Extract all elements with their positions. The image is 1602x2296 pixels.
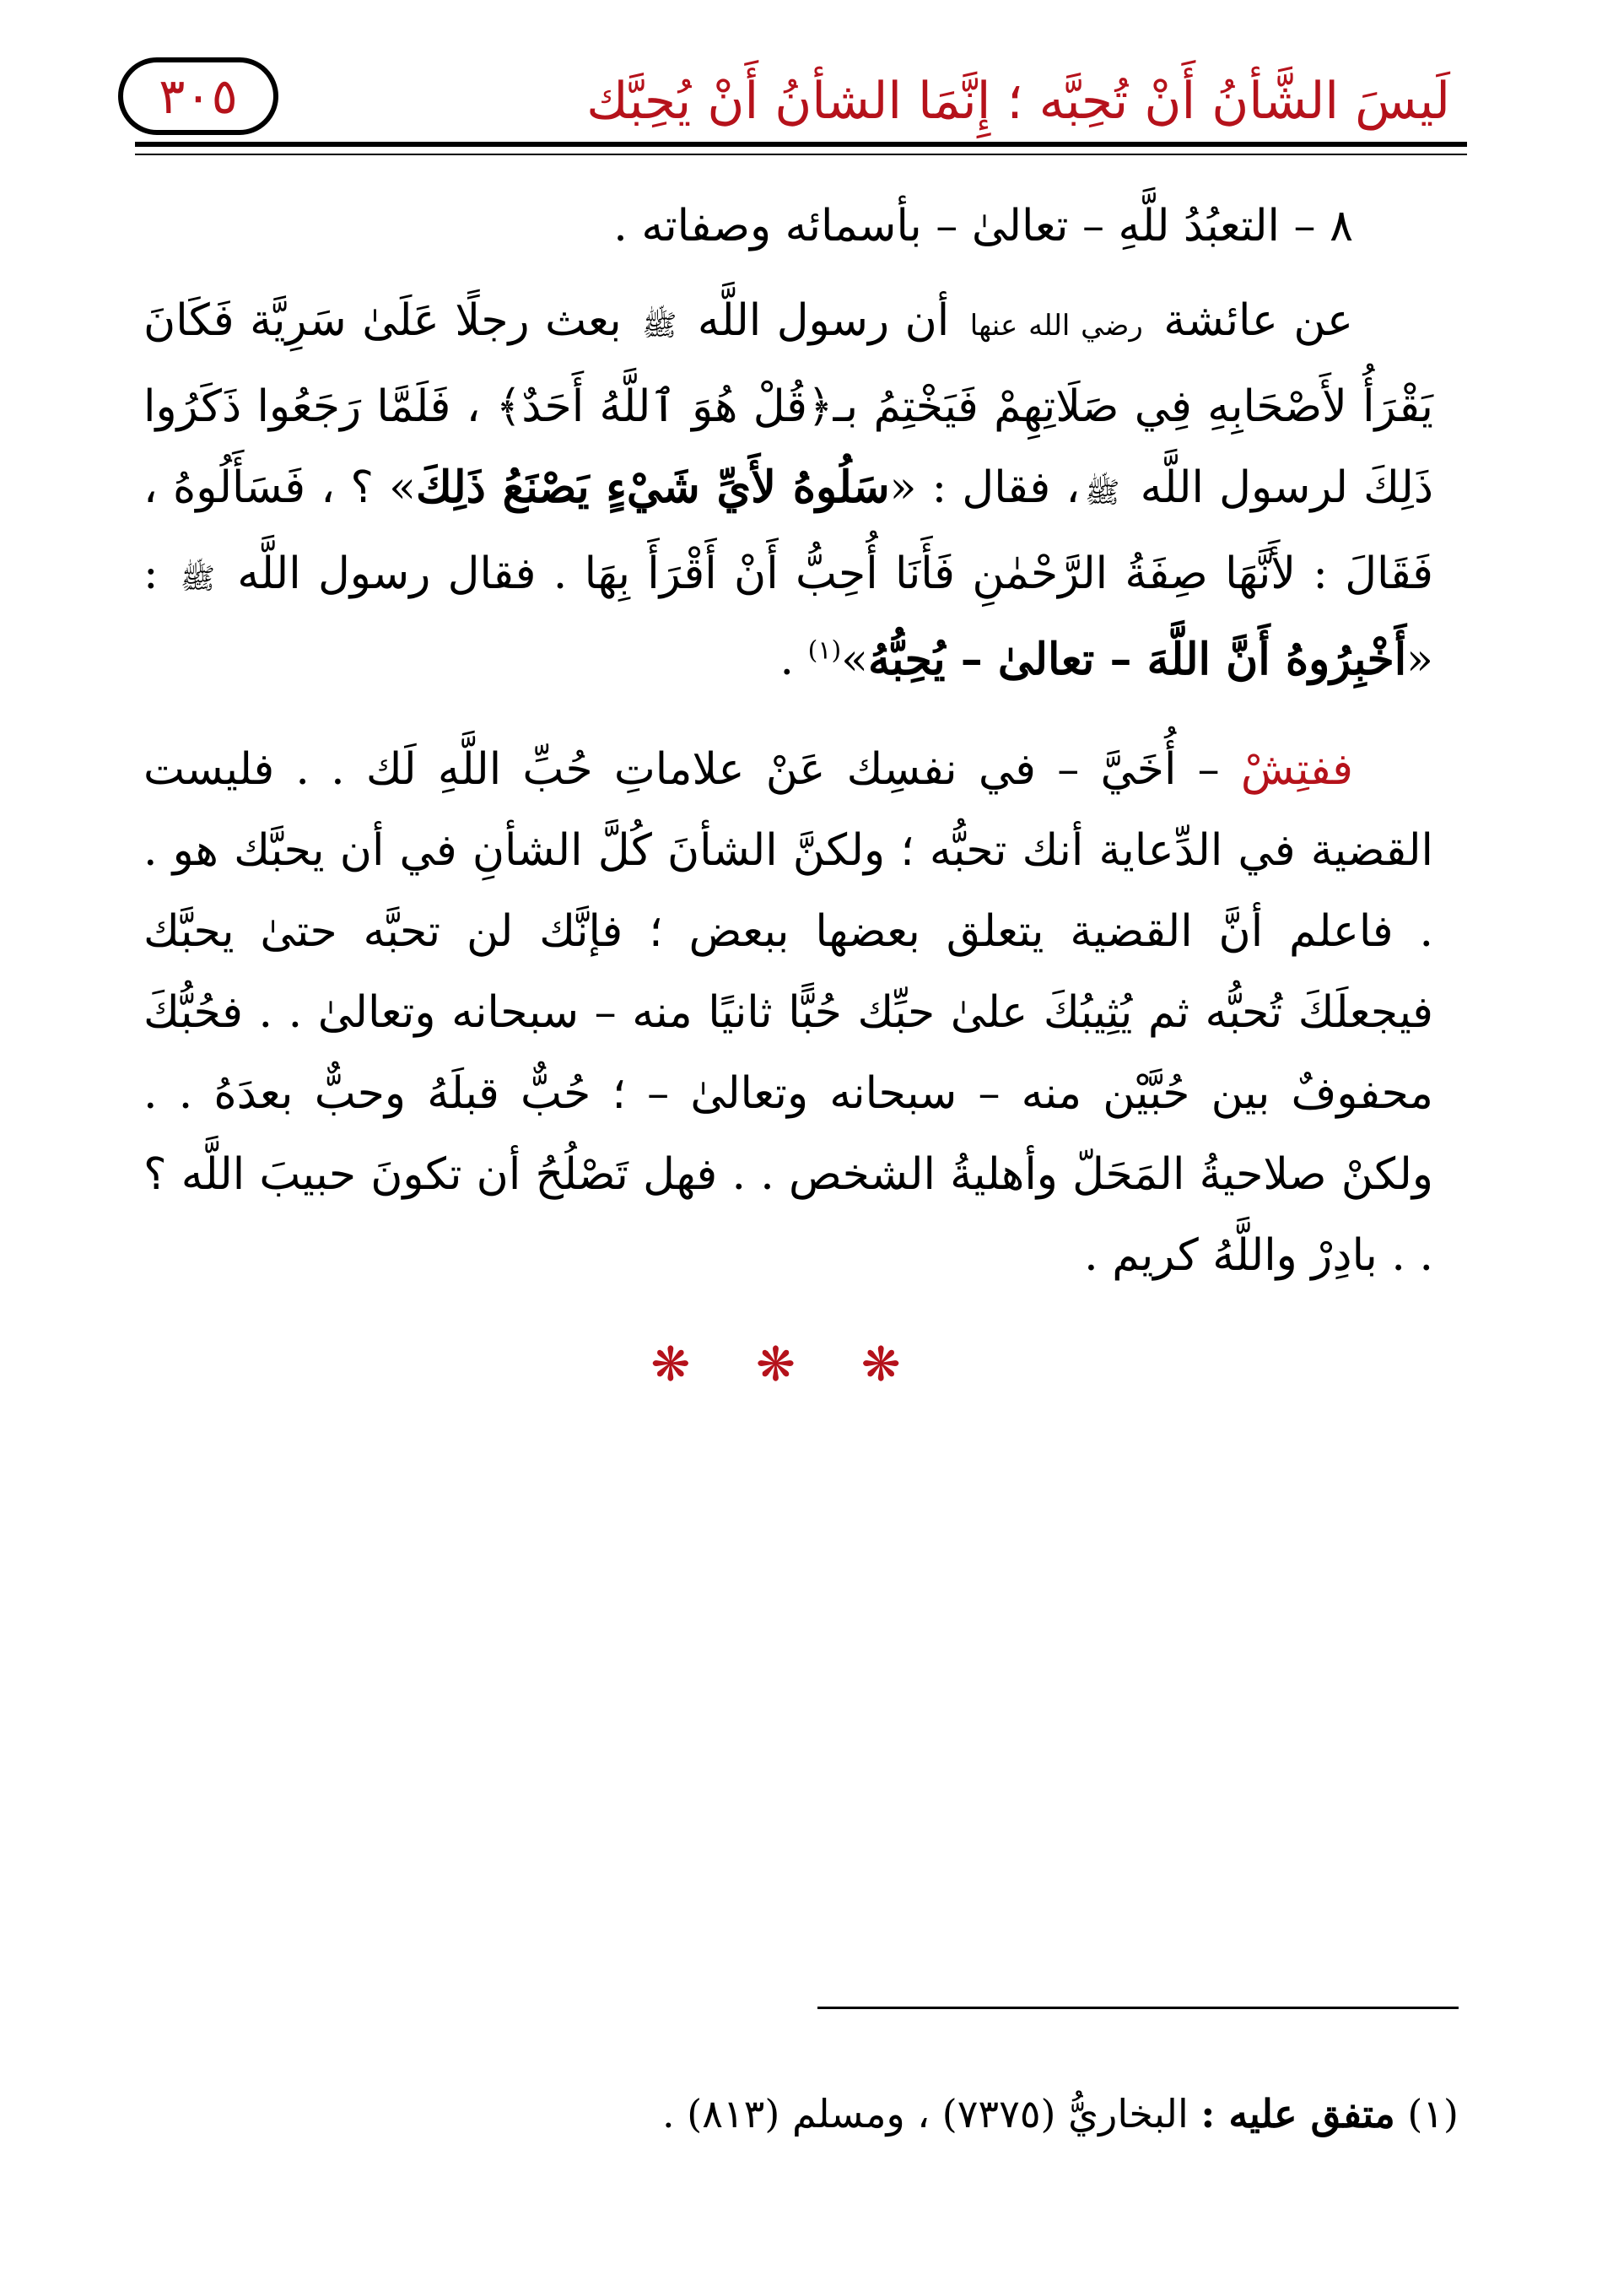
page-body xyxy=(143,186,1433,1406)
footnote xyxy=(143,2084,1459,2143)
salla-honorific-2: ﷺ xyxy=(1085,476,1120,510)
main-paragraph xyxy=(143,729,1433,1296)
lead-word: ففتِشْ xyxy=(1240,744,1354,795)
hadith-text-8: . xyxy=(779,635,795,685)
main-text: – أُخَيَّ – في نفسِك عَنْ علاماتِ حُبِّ اللَّهِ لَك . . فليست القضية في الدِّعاية أنك تحبُّه ؛ ولكنَّ الشأنَ كُلَّ الشأنِ في أن يحبَّك هو . . فاعلم أنَّ القضية يتعلق بعضها ببعض ؛ فإنَّك لن تحبَّه حتىٰ يحبَّك فيجعلَكَ تُحبُّه ثم يُثِيبُكَ علىٰ حبِّك حُبًّا ثانيًا منه – سبحانه وتعالىٰ . . فحُبُّكَ محفوفٌ بين حُبَّيْن منه – سبحانه وتعالىٰ – ؛ حُبٌّ قبلَهُ وحبٌّ بعدَهُ . . ولكنْ صلاحيةُ المَحَلّ وأهليةُ الشخص . . فهل تَصْلُحُ أن تكونَ حبيبَ اللَّه ؟ . . بادِرْ واللَّهُ كريم . xyxy=(143,744,1433,1281)
hadith-text-5: » ؟ ، فَسَأَلُوهُ ، فَقَالَ : لأَنَّهَا صِفَةُ الرَّحْمٰنِ فَأَنَا أُحِبُّ أَنْ أَقْرَأَ بِهَا . فقال رسول اللَّه xyxy=(143,462,1434,599)
hadith-text-2: أن رسول اللَّه xyxy=(697,295,950,346)
hadith-paragraph xyxy=(143,280,1433,700)
page-number: ٣٠٥ xyxy=(118,57,278,135)
hadith-text-1: عن عائشة xyxy=(1163,295,1354,346)
page-header xyxy=(118,51,1450,152)
header-rule-thick xyxy=(135,142,1467,147)
header-rule-thin xyxy=(135,154,1467,155)
hadith-text-7: » xyxy=(841,635,868,685)
hadith-quote-1: سَلُوهُ لأَيِّ شَيْءٍ يَصْنَعُ ذَلِكَ xyxy=(415,462,890,513)
hadith-text-6: : « xyxy=(143,548,1433,685)
footnote-text: البخاريُّ (٧٣٧٥) ، ومسلم (٨١٣) . xyxy=(662,2091,1189,2137)
hadith-text-4: ، فقال : « xyxy=(889,462,1081,513)
hadith-quote-2: أَخْبِرُوهُ أَنَّ اللَّهَ – تعالىٰ – يُحِبُّهُ xyxy=(868,634,1407,685)
salla-honorific-3: ﷺ xyxy=(180,562,215,596)
footnote-divider xyxy=(817,2007,1459,2009)
asterism-ornament: ❋ ❋ ❋ xyxy=(650,1337,926,1392)
footnote-reference: (١) xyxy=(807,635,842,666)
radiya-honorific: رضي الله عنها xyxy=(969,309,1143,343)
footnote-number: (١) xyxy=(1407,2091,1459,2137)
hadith-text-3: بعث رجلًا عَلَىٰ سَرِيَّة فَكَانَ يَقْرَأُ لأَصْحَابِهِ فِي صَلَاتِهِمْ فَيَخْتِمُ بـ﴿قُلْ هُوَ ٱللَّهُ أَحَدٌ﴾ ، فَلَمَّا رَجَعُوا ذَكَرُوا ذَلِكَ لرسول اللَّه xyxy=(143,295,1433,513)
section-heading: ٨ – التعبُدُ للَّهِ – تعالىٰ – بأسمائه وصفاته . xyxy=(613,201,1353,251)
salla-honorific-1: ﷺ xyxy=(642,309,677,343)
footnote-label: متفق عليه : xyxy=(1200,2091,1395,2137)
running-title: لَيسَ الشَّأنُ أَنْ تُحِبَّه ؛ إِنَّمَا الشأنُ أَنْ يُحِبَّك xyxy=(586,72,1450,131)
